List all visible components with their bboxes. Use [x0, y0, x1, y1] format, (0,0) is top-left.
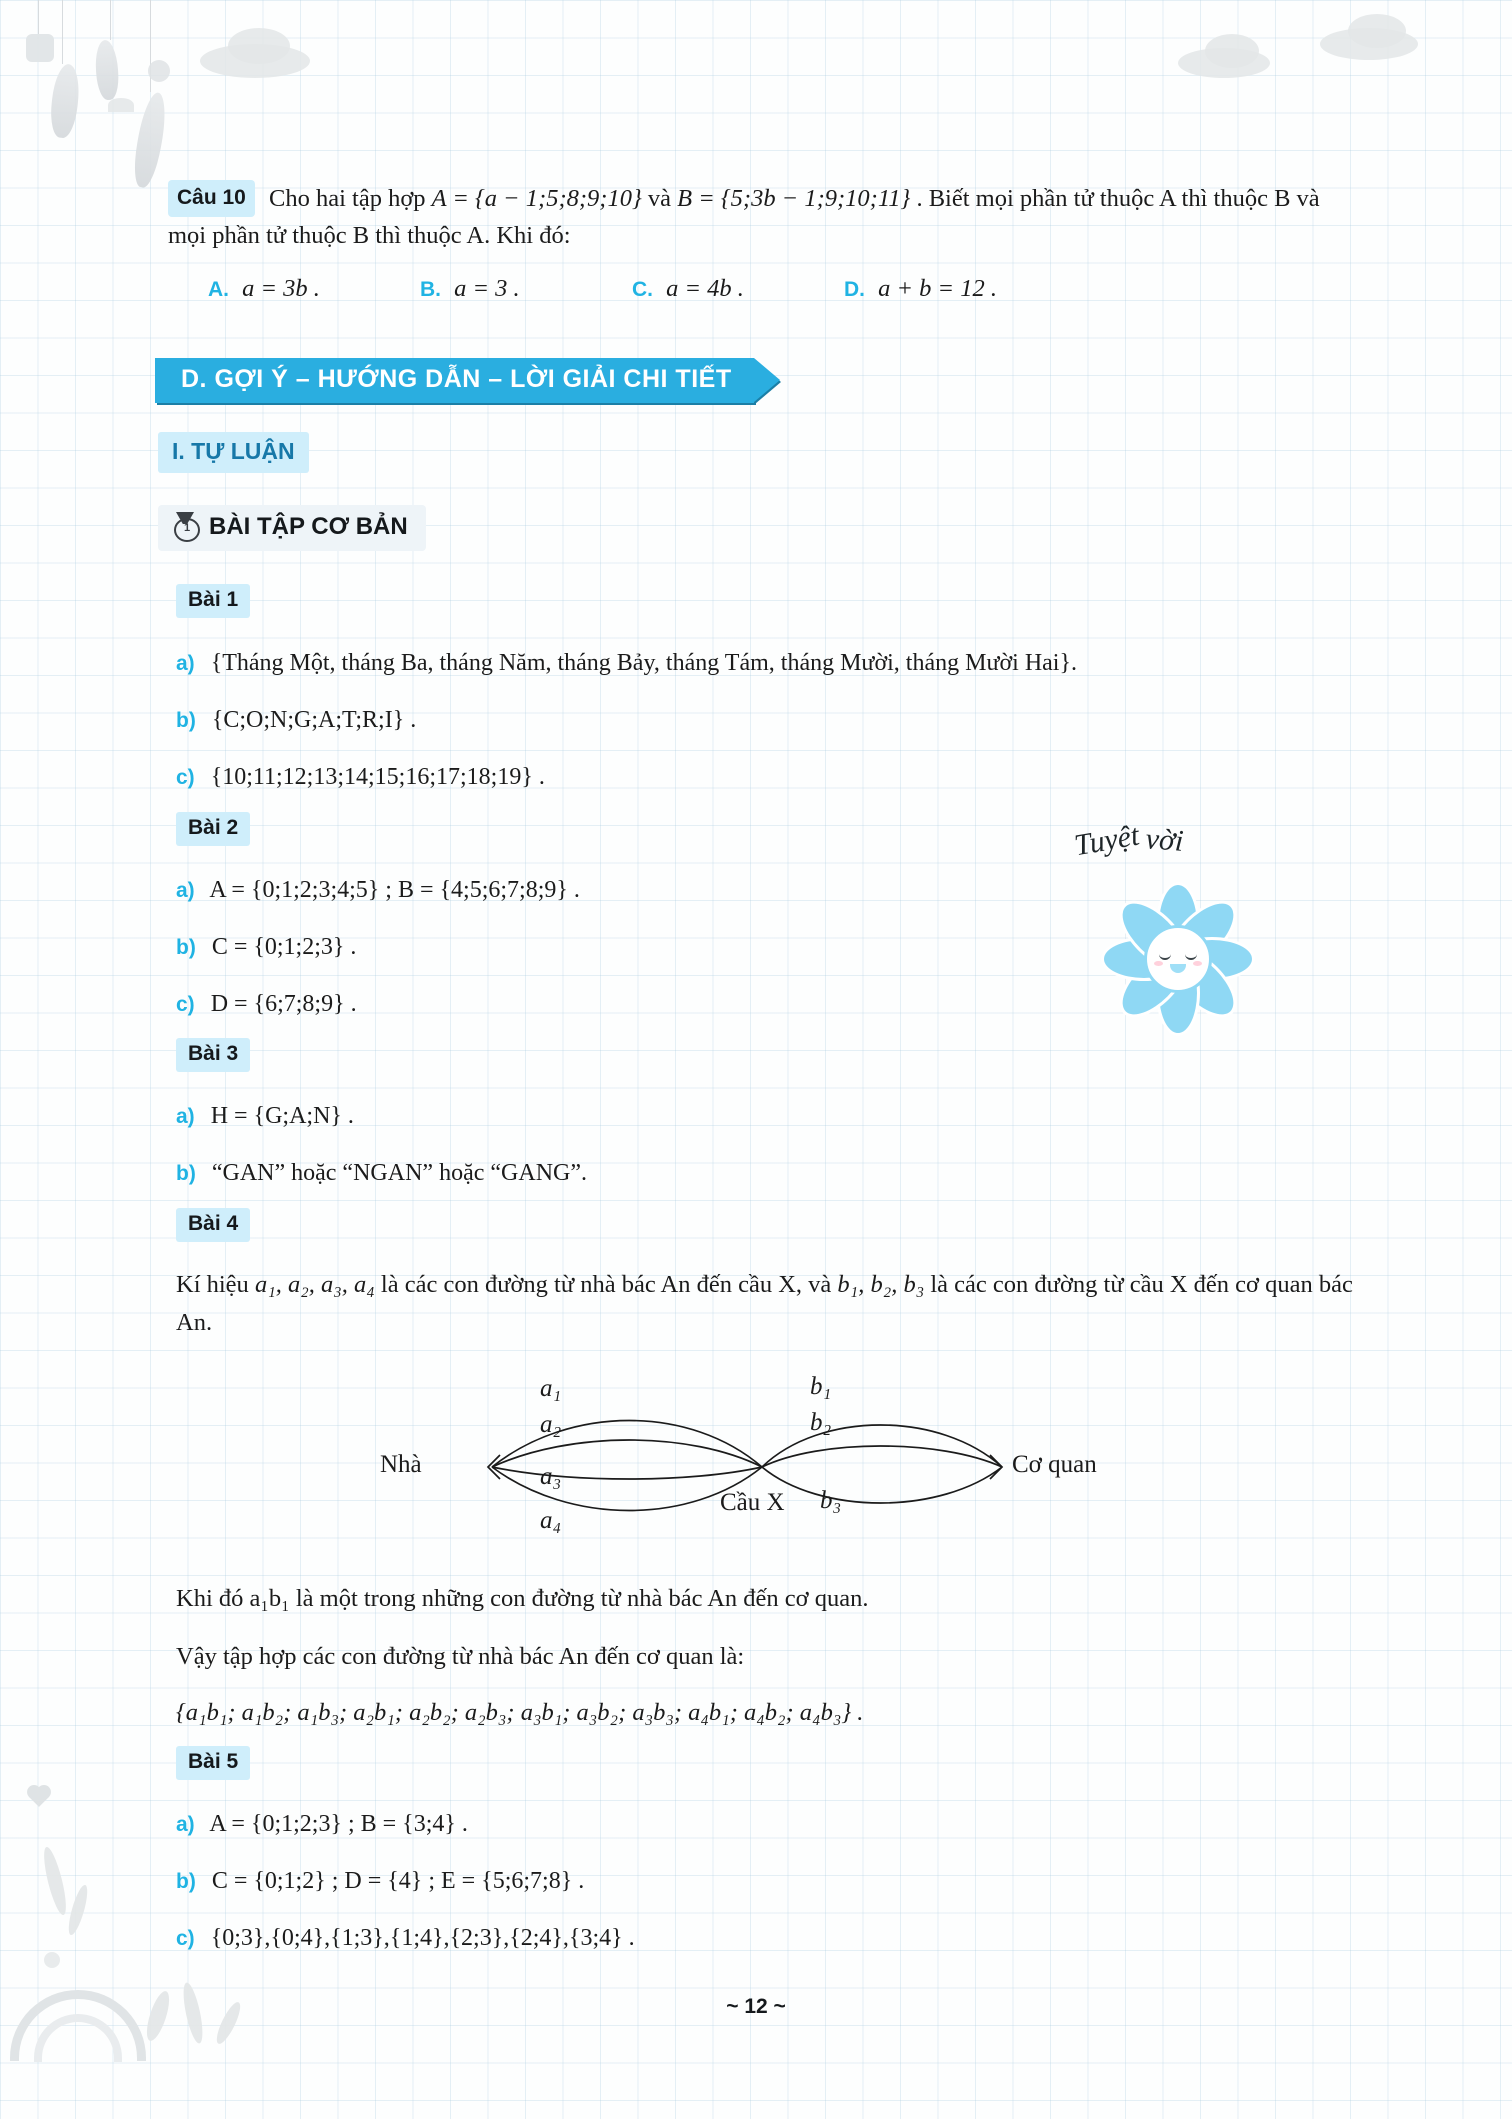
- node-label-nha: Nhà: [380, 1451, 422, 1478]
- flower-graphic: [1090, 878, 1260, 1033]
- question-block: [168, 180, 1363, 254]
- exercise-tag-5: Bài 5: [176, 1746, 250, 1780]
- edge-label-a3: a₃: [540, 1463, 562, 1490]
- sticker-text: [1072, 811, 1186, 864]
- exercise-tag-1: Bài 1: [176, 584, 250, 618]
- heading-tu-luan: I. TỰ LUẬN: [158, 432, 309, 473]
- item-key: c): [176, 766, 195, 789]
- bai4-intro-a-list: a₁, a₂, a₃, a₄: [254, 1271, 375, 1298]
- answer-key-a: A.: [208, 278, 229, 301]
- edge-label-b2: b₂: [810, 1409, 832, 1436]
- item-text: {0;3},{0;4},{1;3},{1;4},{2;3},{2;4},{3;4} .: [210, 1925, 635, 1951]
- edge-label-b1: b₁: [810, 1373, 832, 1400]
- exercise-1-item-c: [176, 759, 1376, 795]
- heading-bai-tap-co-ban: [158, 505, 426, 551]
- exercise-5-item-a: [176, 1806, 1376, 1842]
- bai4-result-set: {a₁b₁; a₁b₂; a₁b₃; a₂b₁; a₂b₂; a₂b₃; a₃b₁; a₃b₂; a₃b₃; a₄b₁; a₄b₂; a₄b₃} .: [176, 1699, 864, 1726]
- item-text: A = {0;1;2;3;4;5} ; B = {4;5;6;7;8;9} .: [209, 877, 580, 903]
- answer-value-b: a = 3 .: [454, 275, 520, 302]
- answer-option-c[interactable]: [632, 275, 844, 303]
- item-key: b): [176, 709, 196, 732]
- item-text: “GAN” hoặc “NGAN” hoặc “GANG”.: [211, 1160, 588, 1186]
- question-set-a: A = {a − 1;5;8;9;10}: [431, 185, 642, 212]
- item-key: a): [176, 652, 195, 675]
- node-label-cau-x: Cầu X: [720, 1489, 785, 1516]
- answer-value-d: a + b = 12 .: [878, 275, 997, 302]
- bai4-intro-1: Kí hiệu: [176, 1271, 255, 1298]
- exercise-5-item-b: [176, 1863, 1376, 1899]
- answer-option-d[interactable]: [844, 275, 1056, 303]
- bai4-intro: [176, 1266, 1371, 1342]
- item-text: C = {0;1;2;3} .: [211, 934, 357, 960]
- node-label-co-quan: Cơ quan: [1012, 1451, 1097, 1478]
- bai4-intro-b-list: b₁, b₂, b₃: [837, 1271, 925, 1298]
- answer-key-d: D.: [844, 278, 865, 301]
- sticker-text-part2: vời: [1144, 822, 1185, 858]
- section-banner: [155, 358, 780, 402]
- item-key: b): [176, 1162, 196, 1185]
- bai4-intro-3: là các con đường từ cầu X đến cơ quan bác An.: [176, 1271, 1353, 1336]
- edge-label-a2: a₂: [540, 1411, 562, 1438]
- answer-value-a: a = 3b .: [242, 275, 320, 302]
- item-text: D = {6;7;8;9} .: [210, 991, 357, 1017]
- exercise-3-item-a: [176, 1098, 1376, 1134]
- answer-option-b[interactable]: [420, 275, 632, 303]
- question-set-b: B = {5;3b − 1;9;10;11}: [677, 185, 911, 212]
- question-text-after: . Biết mọi phần tử thuộc A thì thuộc B và mọi phần tử thuộc B thì thuộc A. Khi đó:: [168, 185, 1320, 250]
- answer-key-b: B.: [420, 278, 441, 301]
- heading-bai-tap-label: BÀI TẬP CƠ BẢN: [209, 513, 408, 540]
- medal-icon: [172, 512, 198, 542]
- edge-label-b3: b₃: [820, 1487, 842, 1514]
- exercise-1-item-b: [176, 702, 1376, 738]
- item-key: b): [176, 1870, 196, 1893]
- item-key: c): [176, 1927, 195, 1950]
- sticker-flower: [1060, 820, 1300, 1040]
- exercise-tag-4: Bài 4: [176, 1208, 250, 1242]
- page-number: ~ 12 ~: [726, 1995, 786, 2018]
- exercise-tag-2: Bài 2: [176, 812, 250, 846]
- item-key: a): [176, 879, 195, 902]
- question-tag: Câu 10: [168, 180, 255, 217]
- item-text: {10;11;12;13;14;15;16;17;18;19} .: [210, 764, 545, 790]
- banner-arrow-icon: [754, 358, 780, 402]
- bai4-after-1: Khi đó a₁b₁ là một trong những con đường từ nhà bác An đến cơ quan.: [176, 1585, 869, 1612]
- answer-key-c: C.: [632, 278, 653, 301]
- item-text: {Tháng Một, tháng Ba, tháng Năm, tháng Bảy, tháng Tám, tháng Mười, tháng Mười Hai}.: [210, 650, 1077, 676]
- edge-label-a1: a₁: [540, 1375, 562, 1402]
- exercise-1-item-a: [176, 645, 1376, 681]
- item-text: {C;O;N;G;A;T;R;I} .: [211, 707, 417, 733]
- medal-number: 1: [174, 518, 200, 542]
- sticker-text-part1: Tuyệt: [1071, 818, 1142, 863]
- bai4-after-2: Vậy tập hợp các con đường từ nhà bác An đến cơ quan là:: [176, 1643, 745, 1670]
- exercise-tag-3: Bài 3: [176, 1038, 250, 1072]
- road-diagram: [380, 1355, 1140, 1545]
- edge-label-a4: a₄: [540, 1507, 562, 1534]
- answer-options: [208, 275, 1378, 303]
- question-text-mid: và: [647, 185, 678, 212]
- answer-value-c: a = 4b .: [666, 275, 744, 302]
- item-key: c): [176, 993, 195, 1016]
- item-text: A = {0;1;2;3} ; B = {3;4} .: [209, 1811, 468, 1837]
- item-key: a): [176, 1813, 195, 1836]
- item-key: a): [176, 1105, 195, 1128]
- exercise-3-item-b: [176, 1155, 1376, 1191]
- answer-option-a[interactable]: [208, 275, 420, 303]
- flower-face: [1144, 925, 1212, 993]
- item-key: b): [176, 936, 196, 959]
- exercise-5-item-c: [176, 1920, 1376, 1956]
- section-banner-title: D. GỢI Ý – HƯỚNG DẪN – LỜI GIẢI CHI TIẾT: [155, 358, 754, 403]
- item-text: H = {G;A;N} .: [210, 1103, 354, 1129]
- question-text-before: Cho hai tập hợp: [269, 185, 432, 212]
- item-text: C = {0;1;2} ; D = {4} ; E = {5;6;7;8} .: [211, 1868, 585, 1894]
- bai4-intro-2: là các con đường từ nhà bác An đến cầu X, và: [380, 1271, 838, 1298]
